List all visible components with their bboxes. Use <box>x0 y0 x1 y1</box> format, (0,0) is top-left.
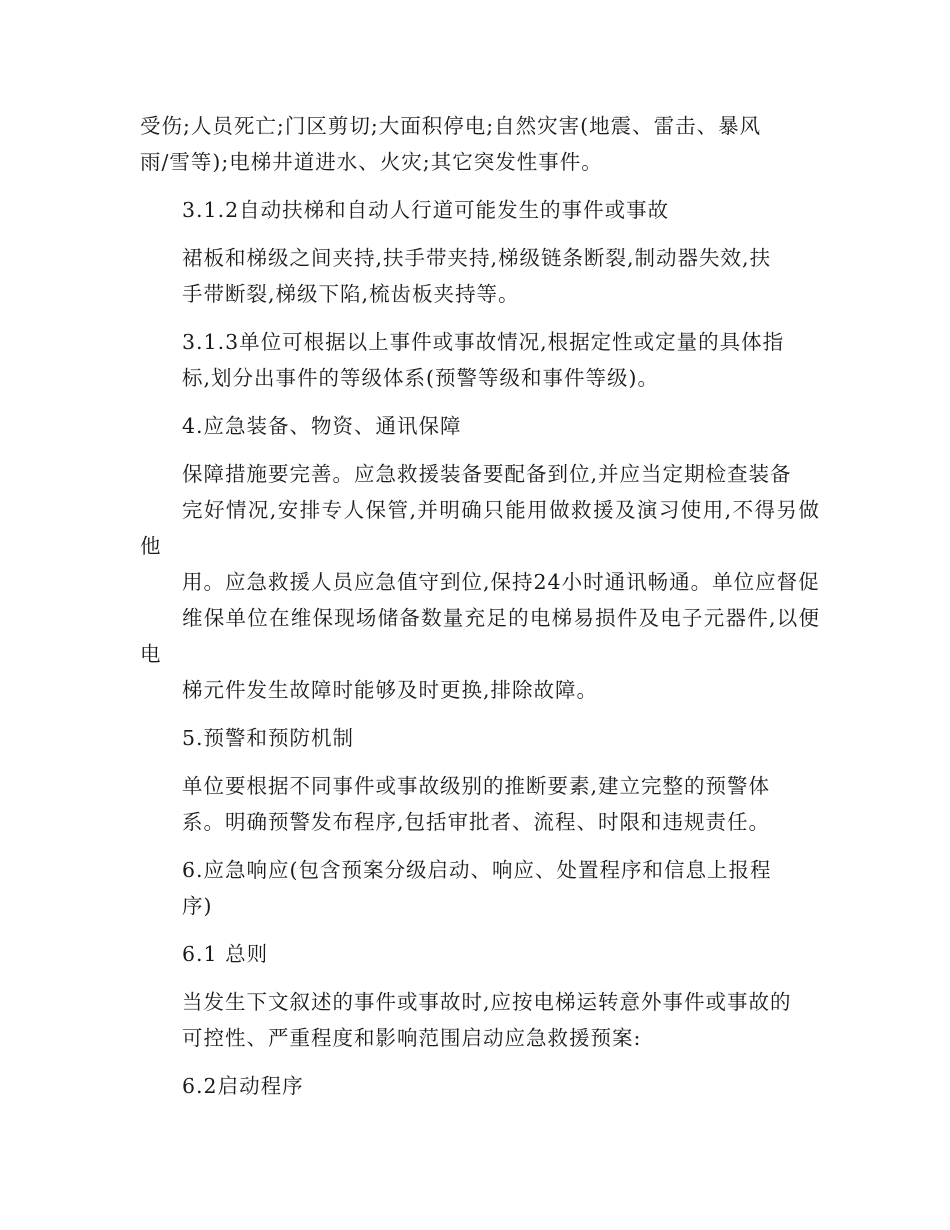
paragraph-safeguard-measures <box>140 456 820 708</box>
text-line: 梯元件发生故障时能够及时更换,排除故障。 <box>182 678 599 702</box>
heading-6-response <box>140 852 820 924</box>
paragraph-warning-system <box>140 768 820 840</box>
text-line: 可控性、严重程度和影响范围启动应急救援预案: <box>182 1026 642 1050</box>
text-line: 受伤;人员死亡;门区剪切;大面积停电;自然灾害(地震、雷击、暴风 <box>140 114 762 138</box>
text-line: 当发生下文叙述的事件或事故时,应按电梯运转意外事件或事故的 <box>182 990 792 1014</box>
text-line: 4.应急装备、物资、通讯保障 <box>182 414 462 438</box>
paragraph-general-rules <box>140 984 820 1056</box>
text-line: 5.预警和预防机制 <box>182 726 355 750</box>
text-line: 6.1 总则 <box>182 942 269 966</box>
heading-6-2-startup <box>140 1068 820 1104</box>
heading-6-1-general <box>140 936 820 972</box>
paragraph-3-1-3 <box>140 324 820 396</box>
text-line: 完好情况,安排专人保管,并明确只能用做救援及演习使用,不得另做他 <box>140 498 820 558</box>
document-body <box>140 108 820 1116</box>
paragraph-escalator-incidents <box>140 240 820 312</box>
text-line: 手带断裂,梯级下陷,梳齿板夹持等。 <box>182 282 520 306</box>
heading-5-warning <box>140 720 820 756</box>
text-line: 裙板和梯级之间夹持,扶手带夹持,梯级链条断裂,制动器失效,扶 <box>182 246 772 270</box>
paragraph-incident-types-continued <box>140 108 820 180</box>
text-line: 雨/雪等);电梯井道进水、火灾;其它突发性事件。 <box>140 150 603 174</box>
text-line: 系。明确预警发布程序,包括审批者、流程、时限和违规责任。 <box>182 810 771 834</box>
text-line: 序) <box>182 894 213 918</box>
heading-4-equipment <box>140 408 820 444</box>
text-line: 3.1.3单位可根据以上事件或事故情况,根据定性或定量的具体指 <box>182 330 785 354</box>
text-line: 维保单位在维保现场储备数量充足的电梯易损件及电子元器件,以便电 <box>140 606 820 666</box>
text-line: 单位要根据不同事件或事故级别的推断要素,建立完整的预警体 <box>182 774 771 798</box>
text-line: 6.应急响应(包含预案分级启动、响应、处置程序和信息上报程 <box>182 858 772 882</box>
text-line: 3.1.2自动扶梯和自动人行道可能发生的事件或事故 <box>182 198 670 222</box>
text-line: 6.2启动程序 <box>182 1074 304 1098</box>
text-line: 保障措施要完善。应急救援装备要配备到位,并应当定期检查装备 <box>182 462 792 486</box>
text-line: 标,划分出事件的等级体系(预警等级和事件等级)。 <box>182 366 660 390</box>
heading-3-1-2 <box>140 192 820 228</box>
text-line: 用。应急救援人员应急值守到位,保持24小时通讯畅通。单位应督促 <box>182 570 820 594</box>
